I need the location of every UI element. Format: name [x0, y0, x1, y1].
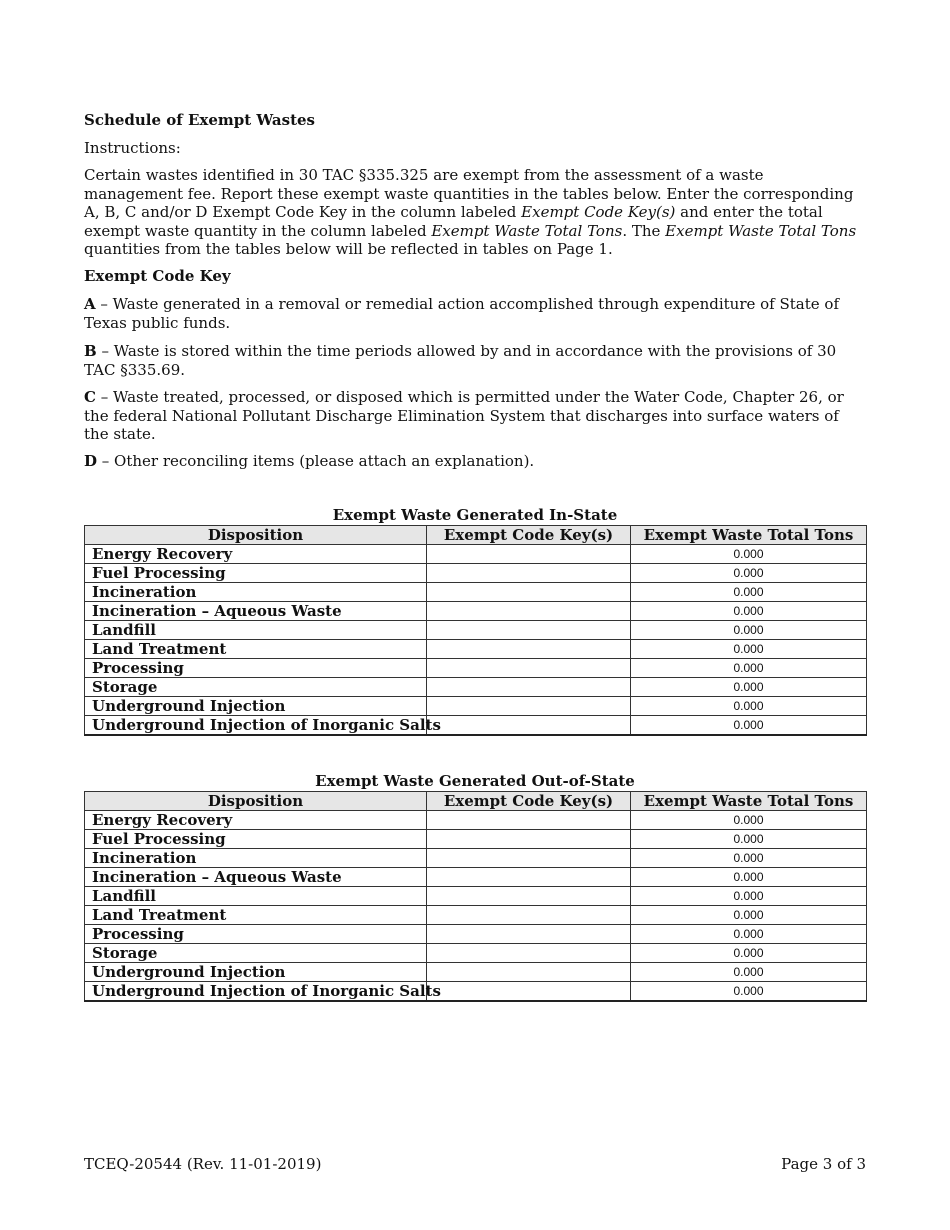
column-header-code-keys: Exempt Code Key(s) — [427, 792, 631, 811]
total-tons-input[interactable]: 0.000 — [631, 887, 867, 906]
table-row — [85, 811, 867, 830]
disposition-cell: Land Treatment — [85, 640, 427, 659]
intro-emphasis: Exempt Code Key(s) — [521, 203, 676, 222]
code-key-input[interactable] — [427, 545, 631, 564]
total-tons-input[interactable]: 0.000 — [631, 830, 867, 849]
code-description: – Waste is stored within the time periods allowed by and in accordance with the provisions of 30 TAC §335.69. — [84, 342, 837, 379]
column-header-total-tons: Exempt Waste Total Tons — [631, 792, 867, 811]
disposition-cell: Storage — [85, 944, 427, 963]
code-description: – Waste generated in a removal or remedial action accomplished through expenditure of State of Texas public funds. — [84, 295, 839, 332]
total-tons-input[interactable]: 0.000 — [631, 640, 867, 659]
table-row — [85, 621, 867, 640]
column-header-disposition: Disposition — [85, 792, 427, 811]
table-row — [85, 963, 867, 982]
total-tons-input[interactable]: 0.000 — [631, 906, 867, 925]
table-header-row — [85, 526, 867, 545]
code-key-a — [84, 295, 866, 332]
intro-emphasis: Exempt Waste Total Tons — [431, 221, 623, 240]
total-tons-input[interactable]: 0.000 — [631, 944, 867, 963]
code-key-input[interactable] — [427, 925, 631, 944]
disposition-cell: Land Treatment — [85, 906, 427, 925]
page-number: Page 3 of 3 — [781, 1155, 866, 1173]
code-key-input[interactable] — [427, 811, 631, 830]
intro-text: . The — [622, 221, 666, 240]
total-tons-input[interactable]: 0.000 — [631, 621, 867, 640]
table-row — [85, 640, 867, 659]
total-tons-input[interactable]: 0.000 — [631, 925, 867, 944]
total-tons-input[interactable]: 0.000 — [631, 545, 867, 564]
total-tons-input[interactable]: 0.000 — [631, 868, 867, 887]
disposition-cell: Underground Injection of Inorganic Salts — [85, 716, 427, 736]
disposition-cell: Underground Injection of Inorganic Salts — [85, 982, 427, 1002]
instructions-paragraph — [84, 166, 866, 259]
code-key-d — [84, 452, 866, 471]
intro-text: and enter the total exempt waste quantity in the column labeled — [84, 203, 823, 240]
disposition-cell: Energy Recovery — [85, 811, 427, 830]
disposition-cell: Incineration — [85, 583, 427, 602]
table-row — [85, 545, 867, 564]
code-key-input[interactable] — [427, 868, 631, 887]
disposition-cell: Landfill — [85, 887, 427, 906]
code-key-input[interactable] — [427, 887, 631, 906]
code-key-input[interactable] — [427, 640, 631, 659]
disposition-cell: Landfill — [85, 621, 427, 640]
table-row — [85, 944, 867, 963]
table-row — [85, 659, 867, 678]
total-tons-input[interactable]: 0.000 — [631, 697, 867, 716]
code-key-input[interactable] — [427, 830, 631, 849]
disposition-cell: Processing — [85, 925, 427, 944]
disposition-cell: Incineration — [85, 849, 427, 868]
total-tons-input[interactable]: 0.000 — [631, 849, 867, 868]
code-key-input[interactable] — [427, 678, 631, 697]
in-state-table-block — [84, 506, 866, 736]
instructions-label: Instructions: — [84, 139, 181, 157]
code-letter: D — [84, 452, 98, 470]
total-tons-input[interactable]: 0.000 — [631, 716, 867, 736]
total-tons-input[interactable]: 0.000 — [631, 583, 867, 602]
code-description: – Waste treated, processed, or disposed which is permitted under the Water Code, Chapter 26, or the federal National Pollutant Discharge Elimination System that discharges into surface waters of the state. — [84, 388, 844, 444]
table-row — [85, 716, 867, 736]
disposition-cell: Underground Injection — [85, 963, 427, 982]
code-key-input[interactable] — [427, 564, 631, 583]
table-row — [85, 982, 867, 1002]
total-tons-input[interactable]: 0.000 — [631, 564, 867, 583]
table-row — [85, 678, 867, 697]
form-id: TCEQ-20544 (Rev. 11-01-2019) — [84, 1155, 322, 1173]
disposition-cell: Fuel Processing — [85, 830, 427, 849]
code-key-input[interactable] — [427, 697, 631, 716]
table-title: Exempt Waste Generated In-State — [332, 506, 618, 524]
code-key-heading: Exempt Code Key — [84, 267, 231, 285]
column-header-total-tons: Exempt Waste Total Tons — [631, 526, 867, 545]
out-of-state-exempt-waste-table — [84, 791, 867, 1002]
column-header-disposition: Disposition — [85, 526, 427, 545]
intro-emphasis: Exempt Waste Total Tons — [665, 221, 857, 240]
table-row — [85, 697, 867, 716]
code-key-input[interactable] — [427, 963, 631, 982]
out-of-state-table-block — [84, 772, 866, 1002]
disposition-cell: Incineration – Aqueous Waste — [85, 868, 427, 887]
code-description: – Other reconciling items (please attach an explanation). — [97, 452, 535, 470]
disposition-cell: Energy Recovery — [85, 545, 427, 564]
code-key-input[interactable] — [427, 602, 631, 621]
code-letter: C — [84, 388, 96, 406]
code-key-c — [84, 388, 866, 444]
code-key-input[interactable] — [427, 659, 631, 678]
column-header-code-keys: Exempt Code Key(s) — [427, 526, 631, 545]
code-key-input[interactable] — [427, 583, 631, 602]
table-row — [85, 830, 867, 849]
table-header-row — [85, 792, 867, 811]
table-row — [85, 887, 867, 906]
disposition-cell: Storage — [85, 678, 427, 697]
code-letter: A — [84, 295, 96, 313]
table-row — [85, 849, 867, 868]
in-state-exempt-waste-table — [84, 525, 867, 736]
code-key-b — [84, 342, 866, 379]
total-tons-input[interactable]: 0.000 — [631, 659, 867, 678]
total-tons-input[interactable]: 0.000 — [631, 602, 867, 621]
disposition-cell: Incineration – Aqueous Waste — [85, 602, 427, 621]
table-title: Exempt Waste Generated Out-of-State — [315, 772, 635, 790]
intro-text: quantities from the tables below will be reflected in tables on Page 1. — [84, 240, 613, 259]
code-letter: B — [84, 342, 97, 360]
code-key-input[interactable] — [427, 906, 631, 925]
table-row — [85, 868, 867, 887]
code-key-input[interactable] — [427, 716, 631, 736]
intro-text: Certain wastes identified in 30 TAC §335.325 are exempt from the assessment of a waste management fee. Report these exempt waste quantities in the tables below. Enter the corresponding A, B, C and/or D Exempt Code Key in the column labeled — [84, 166, 854, 222]
disposition-cell: Processing — [85, 659, 427, 678]
code-key-input[interactable] — [427, 982, 631, 1002]
code-key-input[interactable] — [427, 849, 631, 868]
table-row — [85, 925, 867, 944]
table-row — [85, 583, 867, 602]
total-tons-input[interactable]: 0.000 — [631, 811, 867, 830]
total-tons-input[interactable]: 0.000 — [631, 982, 867, 1002]
code-key-input[interactable] — [427, 621, 631, 640]
total-tons-input[interactable]: 0.000 — [631, 678, 867, 697]
code-key-input[interactable] — [427, 944, 631, 963]
table-row — [85, 906, 867, 925]
table-row — [85, 602, 867, 621]
total-tons-input[interactable]: 0.000 — [631, 963, 867, 982]
table-row — [85, 564, 867, 583]
disposition-cell: Fuel Processing — [85, 564, 427, 583]
disposition-cell: Underground Injection — [85, 697, 427, 716]
page-title: Schedule of Exempt Wastes — [84, 111, 316, 129]
